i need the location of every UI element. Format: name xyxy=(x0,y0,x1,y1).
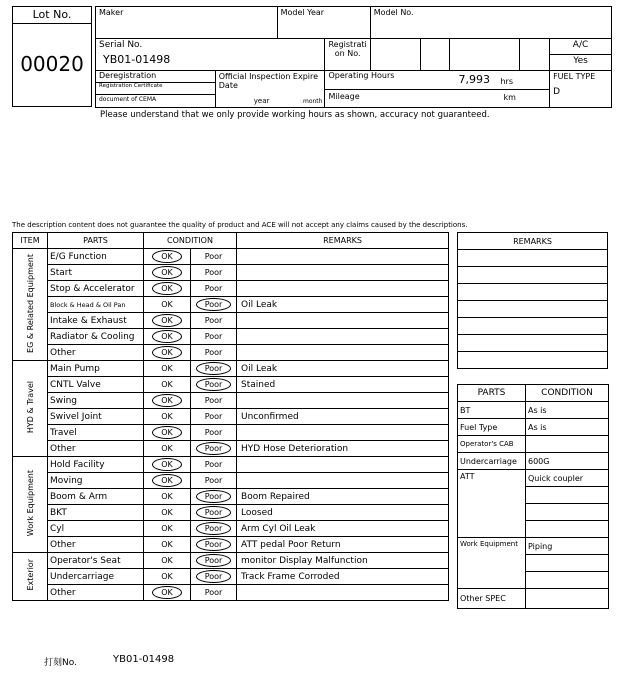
work-equipment-value: Piping xyxy=(526,538,609,555)
ok-mark: OK xyxy=(161,412,173,421)
ok-mark: OK xyxy=(152,394,182,407)
table-row xyxy=(13,473,449,489)
poor-cell xyxy=(191,425,237,441)
part-name: Other xyxy=(48,441,144,457)
description-note: The description content does not guarantee the quality of product and ACE will not accept any claims caused by the descriptions. xyxy=(12,221,468,229)
part-name: Stop & Accelerator xyxy=(48,281,144,297)
operating-hours-value: 7,993 xyxy=(458,73,490,86)
poor-cell xyxy=(191,521,237,537)
ok-cell xyxy=(144,537,191,553)
att-extra-row xyxy=(526,521,609,538)
remark xyxy=(237,313,449,329)
km-label: km xyxy=(503,93,516,102)
registration-value-4 xyxy=(520,39,550,71)
registration-value-3 xyxy=(450,39,520,71)
parts-header: PARTS xyxy=(48,233,144,249)
poor-mark: Poor xyxy=(204,460,223,469)
poor-mark: Poor xyxy=(204,412,223,421)
reg-cert-label: Registration Certificate xyxy=(96,83,215,95)
remark: monitor Display Malfunction xyxy=(237,553,449,569)
serial-value: YB01-01498 xyxy=(103,53,171,66)
remark xyxy=(237,457,449,473)
ok-mark: OK xyxy=(161,300,173,309)
poor-mark: Poor xyxy=(196,490,232,503)
part-name: Undercarriage xyxy=(48,569,144,585)
poor-cell xyxy=(191,329,237,345)
ok-mark: OK xyxy=(152,330,182,343)
cema-label: document of CEMA xyxy=(99,96,157,103)
att-extra-row xyxy=(526,504,609,521)
serial-cell xyxy=(96,39,325,71)
remark: Unconfirmed xyxy=(237,409,449,425)
remark xyxy=(237,425,449,441)
model-year-cell xyxy=(277,7,370,39)
ac-value: Yes xyxy=(550,55,612,71)
poor-mark: Poor xyxy=(196,570,232,583)
undercarriage-value: 600G xyxy=(526,453,609,470)
part-name: Cyl xyxy=(48,521,144,537)
table-row xyxy=(13,329,449,345)
remark: Arm Cyl Oil Leak xyxy=(237,521,449,537)
poor-mark: Poor xyxy=(204,348,223,357)
part-name: Other xyxy=(48,345,144,361)
registration-value-1 xyxy=(370,39,420,71)
part-name: BKT xyxy=(48,505,144,521)
table-row xyxy=(13,537,449,553)
operating-hours-cell xyxy=(325,71,550,108)
right-remarks-table xyxy=(457,232,608,369)
poor-cell xyxy=(191,537,237,553)
maker-label: Maker xyxy=(99,8,124,17)
poor-cell xyxy=(191,393,237,409)
part-name: Moving xyxy=(48,473,144,489)
ok-cell xyxy=(144,313,191,329)
category-label: Exterior xyxy=(25,559,35,591)
category-cell xyxy=(13,249,48,361)
ok-mark: OK xyxy=(161,540,173,549)
poor-mark: Poor xyxy=(196,554,232,567)
ok-mark: OK xyxy=(152,426,182,439)
remark xyxy=(237,585,449,601)
part-name: Start xyxy=(48,265,144,281)
part-name: Swivel Joint xyxy=(48,409,144,425)
part-name: Hold Facility xyxy=(48,457,144,473)
remark xyxy=(237,265,449,281)
right-remarks-row xyxy=(458,301,608,318)
poor-cell xyxy=(191,553,237,569)
footer-value: YB01-01498 xyxy=(113,654,175,665)
part-name: E/G Function xyxy=(48,249,144,265)
ok-mark: OK xyxy=(161,524,173,533)
ok-mark: OK xyxy=(152,586,182,599)
footer-label: 打刻No. xyxy=(44,658,77,668)
part-name: Other xyxy=(48,585,144,601)
other-spec-label: Other SPEC xyxy=(458,589,526,609)
remark: Loosed xyxy=(237,505,449,521)
right-parts-table xyxy=(457,384,609,609)
ok-mark: OK xyxy=(152,458,182,471)
right-remarks-row xyxy=(458,284,608,301)
lot-number: 00020 xyxy=(20,52,84,76)
att-label: ATT xyxy=(458,470,526,538)
category-cell xyxy=(13,361,48,457)
fuel-type-label: FUEL TYPE xyxy=(553,72,596,81)
ok-cell xyxy=(144,441,191,457)
hrs-label: hrs xyxy=(500,77,513,86)
remark: ATT pedal Poor Return xyxy=(237,537,449,553)
remark xyxy=(237,473,449,489)
model-year-label: Model Year xyxy=(280,8,325,17)
work-equipment-label: Work Equipment xyxy=(458,538,526,589)
year-label: year xyxy=(253,97,270,105)
ok-cell xyxy=(144,489,191,505)
hours-note: Please understand that we only provide working hours as shown, accuracy not guaranteed. xyxy=(100,110,490,120)
maker-cell xyxy=(96,7,278,39)
condition-header: CONDITION xyxy=(144,233,237,249)
remark xyxy=(237,345,449,361)
poor-mark: Poor xyxy=(196,522,232,535)
ok-mark: OK xyxy=(152,474,182,487)
part-name: Block & Head & Oil Pan xyxy=(48,297,144,313)
part-name: Radiator & Cooling xyxy=(48,329,144,345)
model-no-cell xyxy=(370,7,611,39)
ok-cell xyxy=(144,553,191,569)
fuel-type-cell xyxy=(550,71,612,108)
operating-hours-label: Operating Hours xyxy=(328,71,395,80)
poor-mark: Poor xyxy=(204,284,223,293)
poor-cell xyxy=(191,409,237,425)
work-extra-row xyxy=(526,572,609,589)
poor-mark: Poor xyxy=(204,268,223,277)
poor-cell xyxy=(191,249,237,265)
poor-cell xyxy=(191,377,237,393)
ok-cell xyxy=(144,473,191,489)
ok-mark: OK xyxy=(152,250,182,263)
att-extra-row xyxy=(526,487,609,504)
table-row xyxy=(13,265,449,281)
poor-cell xyxy=(191,297,237,313)
official-inspection-label: Official Inspection Expire Date xyxy=(218,72,319,90)
poor-mark: Poor xyxy=(196,378,232,391)
poor-mark: Poor xyxy=(204,316,223,325)
ok-mark: OK xyxy=(161,572,173,581)
item-header: ITEM xyxy=(13,233,48,249)
ok-mark: OK xyxy=(152,266,182,279)
category-cell xyxy=(13,553,48,601)
category-label: Work Equipment xyxy=(25,469,35,537)
table-row xyxy=(13,489,449,505)
poor-cell xyxy=(191,361,237,377)
poor-mark: Poor xyxy=(204,252,223,261)
bt-label: BT xyxy=(458,402,526,419)
remark xyxy=(237,329,449,345)
inspection-table xyxy=(12,232,449,601)
model-no-label: Model No. xyxy=(373,8,414,17)
table-row xyxy=(13,425,449,441)
fuel-value: As is xyxy=(526,419,609,436)
deregistration-cell xyxy=(96,71,216,108)
table-row xyxy=(13,377,449,393)
ok-cell xyxy=(144,377,191,393)
table-row xyxy=(13,457,449,473)
ok-mark: OK xyxy=(161,556,173,565)
right-remarks-row xyxy=(458,335,608,352)
remark: Track Frame Corroded xyxy=(237,569,449,585)
fuel-type-value: D xyxy=(553,87,561,97)
ok-cell xyxy=(144,393,191,409)
registration-label: Registrati on No. xyxy=(328,40,367,58)
ok-mark: OK xyxy=(161,444,173,453)
lot-box xyxy=(12,6,92,107)
ok-cell xyxy=(144,457,191,473)
table-row xyxy=(13,409,449,425)
remark: Oil Leak xyxy=(237,361,449,377)
table-row xyxy=(13,585,449,601)
poor-mark: Poor xyxy=(204,588,223,597)
part-name: CNTL Valve xyxy=(48,377,144,393)
ok-cell xyxy=(144,569,191,585)
att-value: Quick coupler xyxy=(526,470,609,487)
remarks-header: REMARKS xyxy=(237,233,449,249)
part-name: Travel xyxy=(48,425,144,441)
table-row xyxy=(13,313,449,329)
ok-mark: OK xyxy=(161,364,173,373)
poor-mark: Poor xyxy=(204,396,223,405)
ok-cell xyxy=(144,505,191,521)
poor-cell xyxy=(191,489,237,505)
poor-cell xyxy=(191,441,237,457)
right-condition-header: CONDITION xyxy=(526,385,609,402)
remark: HYD Hose Deterioration xyxy=(237,441,449,457)
official-inspection-cell xyxy=(215,71,325,108)
poor-cell xyxy=(191,281,237,297)
poor-cell xyxy=(191,265,237,281)
ok-mark: OK xyxy=(161,380,173,389)
cab-label: Operator's CAB xyxy=(458,436,526,453)
part-name: Other xyxy=(48,537,144,553)
poor-mark: Poor xyxy=(204,332,223,341)
category-label: EG & Related Equipment xyxy=(25,253,35,353)
table-row xyxy=(13,521,449,537)
serial-label: Serial No. xyxy=(99,40,143,50)
poor-cell xyxy=(191,457,237,473)
poor-cell xyxy=(191,473,237,489)
header-table xyxy=(95,6,612,108)
fuel-label: Fuel Type xyxy=(458,419,526,436)
poor-cell xyxy=(191,313,237,329)
table-row xyxy=(13,297,449,313)
right-remarks-row xyxy=(458,352,608,369)
ok-cell xyxy=(144,297,191,313)
ok-cell xyxy=(144,409,191,425)
table-row xyxy=(13,505,449,521)
ok-mark: OK xyxy=(152,314,182,327)
table-row xyxy=(13,393,449,409)
registration-cell xyxy=(325,39,370,71)
poor-mark: Poor xyxy=(204,428,223,437)
ok-mark: OK xyxy=(161,508,173,517)
ok-cell xyxy=(144,345,191,361)
ac-label: A/C xyxy=(550,39,612,55)
ok-cell xyxy=(144,521,191,537)
poor-mark: Poor xyxy=(204,476,223,485)
table-row xyxy=(13,361,449,377)
remark xyxy=(237,281,449,297)
poor-cell xyxy=(191,505,237,521)
table-row xyxy=(13,249,449,265)
table-row xyxy=(13,569,449,585)
poor-mark: Poor xyxy=(196,538,232,551)
month-label: month xyxy=(302,98,323,105)
poor-cell xyxy=(191,585,237,601)
deregistration-label: Deregistration xyxy=(96,71,215,83)
ok-mark: OK xyxy=(161,492,173,501)
cab-value xyxy=(526,436,609,453)
table-row xyxy=(13,281,449,297)
remark: Oil Leak xyxy=(237,297,449,313)
bt-value: As is xyxy=(526,402,609,419)
table-row xyxy=(13,553,449,569)
right-remarks-row xyxy=(458,267,608,284)
ok-cell xyxy=(144,265,191,281)
remark: Stained xyxy=(237,377,449,393)
right-parts-header: PARTS xyxy=(458,385,526,402)
registration-value-2 xyxy=(420,39,450,71)
poor-mark: Poor xyxy=(196,442,232,455)
ok-cell xyxy=(144,361,191,377)
poor-mark: Poor xyxy=(196,362,232,375)
part-name: Operator's Seat xyxy=(48,553,144,569)
right-remarks-header: REMARKS xyxy=(458,233,608,250)
poor-mark: Poor xyxy=(196,298,232,311)
table-row xyxy=(13,441,449,457)
ok-mark: OK xyxy=(152,282,182,295)
category-label: HYD & Travel xyxy=(25,380,35,434)
ok-cell xyxy=(144,281,191,297)
part-name: Boom & Arm xyxy=(48,489,144,505)
other-spec-value xyxy=(526,589,609,609)
table-row xyxy=(13,345,449,361)
poor-cell xyxy=(191,345,237,361)
lot-label: Lot No. xyxy=(13,7,91,24)
poor-mark: Poor xyxy=(196,506,232,519)
ok-cell xyxy=(144,585,191,601)
part-name: Main Pump xyxy=(48,361,144,377)
right-remarks-row xyxy=(458,250,608,267)
remark xyxy=(237,393,449,409)
work-extra-row xyxy=(526,555,609,572)
category-cell xyxy=(13,457,48,553)
ok-mark: OK xyxy=(152,346,182,359)
poor-cell xyxy=(191,569,237,585)
ok-cell xyxy=(144,425,191,441)
undercarriage-label: Undercarriage xyxy=(458,453,526,470)
part-name: Swing xyxy=(48,393,144,409)
mileage-label: Mileage xyxy=(328,92,360,101)
ok-cell xyxy=(144,329,191,345)
ok-cell xyxy=(144,249,191,265)
remark: Boom Repaired xyxy=(237,489,449,505)
right-remarks-row xyxy=(458,318,608,335)
part-name: Intake & Exhaust xyxy=(48,313,144,329)
remark xyxy=(237,249,449,265)
